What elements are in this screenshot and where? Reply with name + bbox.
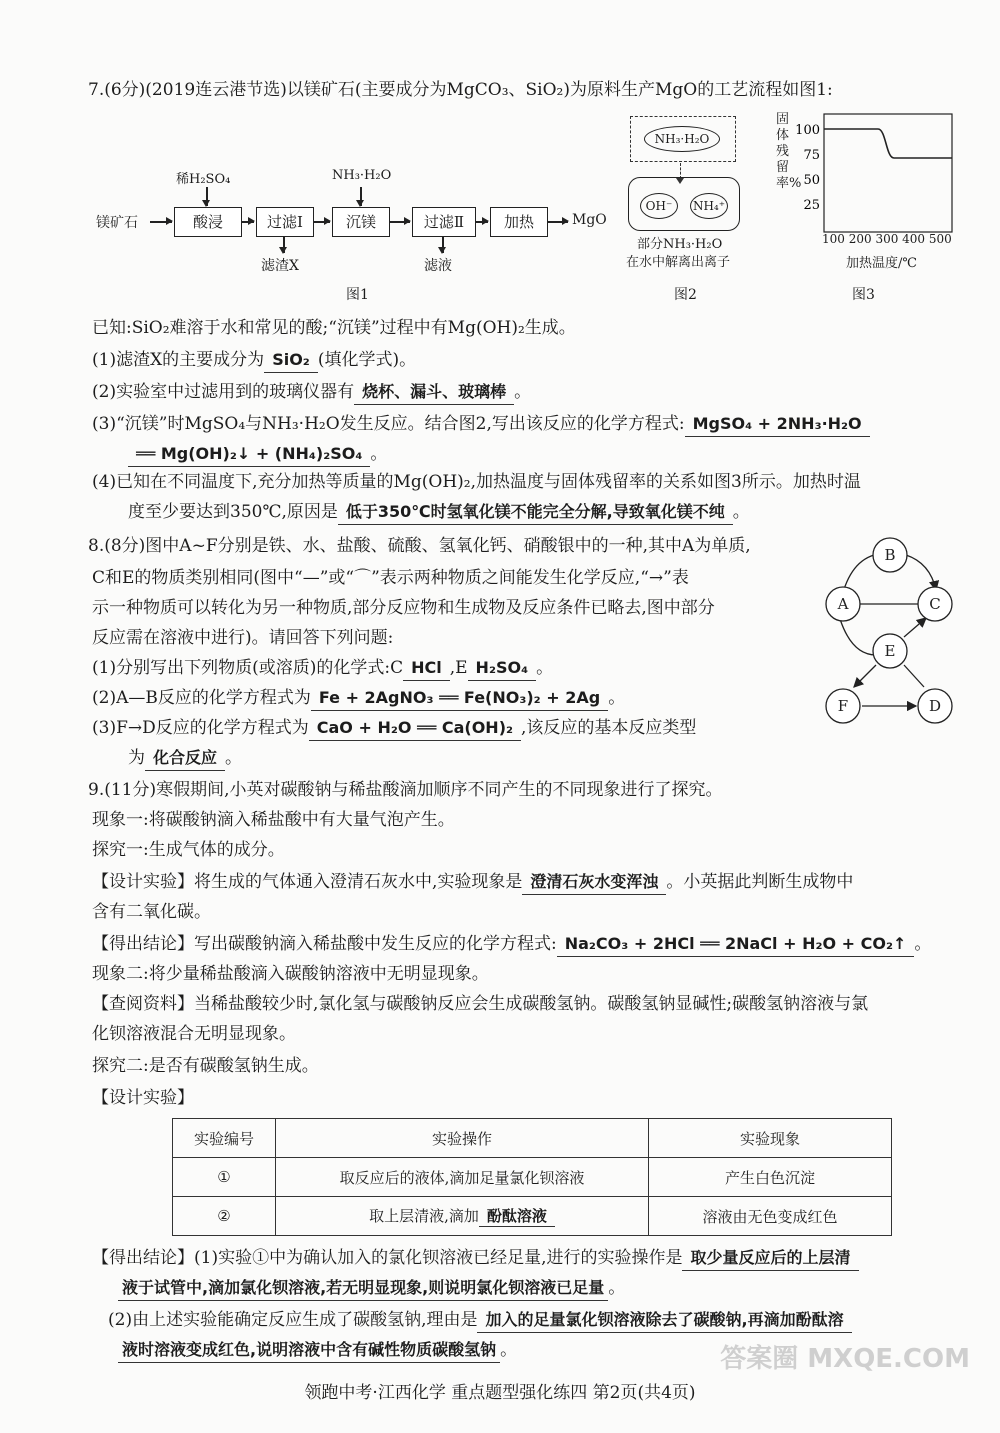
q9-line6: 化钡溶液混合无明显现象。 [92, 1024, 296, 1044]
y-tick-25: 25 [803, 198, 820, 213]
arrow [548, 221, 568, 223]
figure-3-svg [790, 108, 960, 238]
residue-curve [824, 129, 952, 158]
arrow [360, 187, 362, 206]
answer-blank: 澄清石灰水变浑浊 [522, 870, 666, 895]
edge-e-d [904, 665, 924, 687]
node-b: B [884, 546, 896, 564]
q8-line1: 8.(8分)图中A~F分别是铁、水、盐酸、硫酸、氢氧化钙、硝酸银中的一种,其中A为单质, [88, 536, 751, 556]
q7-intro: 7.(6分)(2019连云港节选)以镁矿石(主要成分为MgCO₃、SiO₂)为原料生产MgO的工艺流程如图1: [88, 80, 833, 100]
q9-line4: 现象二:将少量稀盐酸滴入碳酸钠溶液中无明显现象。 [92, 964, 489, 984]
table-header: 实验编号 [173, 1119, 276, 1158]
node-a: A [837, 595, 849, 613]
flow-nh3-input: NH₃·H₂O [332, 168, 392, 183]
ion-oval-hydroxide: OH⁻ [640, 193, 678, 219]
q9-conclusion1: 【得出结论】写出碳酸钠滴入稀盐酸中发生反应的化学方程式: Na₂CO₃ + 2HCl ══ 2NaCl + H₂O + CO₂↑ 。 [92, 932, 931, 957]
q7-part2: (2)实验室中过滤用到的玻璃仪器有 烧杯、漏斗、玻璃棒 。 [92, 380, 531, 405]
table-header: 实验现象 [649, 1119, 892, 1158]
q9-line2: 现象一:将碳酸钠滴入稀盐酸中有大量气泡产生。 [92, 810, 455, 830]
y-tick-75: 75 [803, 148, 820, 163]
table-cell: 产生白色沉淀 [649, 1158, 892, 1197]
q7-known: 已知:SiO₂难溶于水和常见的酸;“沉镁”过程中有Mg(OH)₂生成。 [92, 318, 576, 338]
figure-2-caption: 图2 [674, 287, 697, 303]
figure-1-caption: 图1 [346, 287, 369, 303]
flow-step-2: 过滤Ⅰ [256, 207, 314, 237]
q9-conclusion2-line2: 液于试管中,滴加氯化钡溶液,若无明显现象,则说明氯化钡溶液已足量 。 [118, 1276, 625, 1301]
q7-part4: (4)已知在不同温度下,充分加热等质量的Mg(OH)₂,加热温度与固体残留率的关系如图3所示。加热时温 [92, 472, 861, 492]
answer-blank: HCl [403, 656, 450, 681]
figure-2-caption-line1: 部分NH₃·H₂O [637, 237, 723, 252]
arrow [206, 187, 208, 206]
q9-conclusion3: (2)由上述实验能确定反应生成了碳酸氢钠,理由是 加入的足量氯化钡溶液除去了碳酸钠,再滴加酚酞溶 [108, 1308, 852, 1333]
answer-blank: 液时溶液变成红色,说明溶液中含有碱性物质碳酸氢钠 [118, 1338, 500, 1363]
q9-conclusion2: 【得出结论】(1)实验①中为确认加入的氯化钡溶液已经足量,进行的实验操作是 取少量反应后的上层清 [92, 1246, 859, 1271]
edge-e-c [904, 618, 926, 637]
edge-a-e [840, 619, 876, 655]
table-cell: 取反应后的液体,滴加足量氯化钡溶液 [276, 1158, 649, 1197]
y-tick-100: 100 [795, 123, 820, 138]
flow-step-3: 沉镁 [332, 207, 390, 237]
experiment-table [172, 1118, 892, 1236]
table-cell: ① [173, 1158, 276, 1197]
node-f: F [837, 697, 849, 715]
q9-line3: 探究一:生成气体的成分。 [92, 840, 285, 860]
y-tick-50: 50 [803, 173, 820, 188]
q7-part3: (3)“沉镁”时MgSO₄与NH₃·H₂O发生反应。结合图2,写出该反应的化学方程式: MgSO₄ + 2NH₃·H₂O [92, 412, 870, 437]
arrow [283, 237, 285, 253]
q7-part4-line2: 度至少要达到350℃,原因是 低于350℃时氢氧化镁不能完全分解,导致氧化镁不纯 。 [128, 500, 750, 525]
edge-e-f [854, 665, 876, 687]
answer-blank: 液于试管中,滴加氯化钡溶液,若无明显现象,则说明氯化钡溶液已足量 [118, 1276, 608, 1301]
edge-b-c [906, 555, 936, 590]
node-d: D [928, 697, 942, 715]
answer-blank: H₂SO₄ [468, 656, 537, 681]
q7-part1: (1)滤渣X的主要成分为 SiO₂ (填化学式)。 [92, 348, 416, 373]
q9-line1: 9.(11分)寒假期间,小英对碳酸钠与稀盐酸滴加顺序不同产生的不同现象进行了探究。 [88, 780, 723, 800]
q8-line4: 反应需在溶液中进行)。请回答下列问题: [92, 628, 394, 648]
answer-blank: 酚酞溶液 [479, 1205, 555, 1227]
table-header-row [173, 1119, 892, 1158]
arrow [390, 221, 410, 223]
arrow [242, 221, 254, 223]
answer-blank: 化合反应 [145, 746, 225, 771]
table-row [173, 1197, 892, 1236]
node-e: E [884, 642, 896, 660]
q9-conclusion3-line2: 液时溶液变成红色,说明溶液中含有碱性物质碳酸氢钠 。 [118, 1338, 517, 1363]
table-row [173, 1158, 892, 1197]
page-footer: 领跑中考·江西化学 重点题型强化练四 第2页(共4页) [304, 1383, 696, 1403]
answer-blank: 加入的足量氯化钡溶液除去了碳酸钠,再滴加酚酞溶 [477, 1308, 851, 1333]
answer-blank: CaO + H₂O ══ Ca(OH)₂ [309, 716, 521, 741]
q8-part3: (3)F→D反应的化学方程式为 CaO + H₂O ══ Ca(OH)₂ ,该反应的基本反应类型 [92, 716, 696, 741]
flow-acid-input: 稀H₂SO₄ [176, 172, 231, 187]
figure-2-caption-line2: 在水中解离出离子 [626, 255, 731, 270]
q7-part3-line2: ══ Mg(OH)₂↓ + (NH₄)₂SO₄ 。 [128, 442, 387, 467]
arrow [314, 221, 330, 223]
q8-line3: 示一种物质可以转化为另一种物质,部分反应物和生成物及反应条件已略去,图中部分 [92, 598, 715, 618]
figure-3-caption: 图3 [852, 287, 875, 303]
q9-line5: 【查阅资料】当稀盐酸较少时,氯化氢与碳酸钠反应会生成碳酸氢钠。碳酸氢钠显碱性;碳酸氢钠溶液与氯 [92, 994, 869, 1014]
flow-step-5: 加热 [490, 207, 548, 237]
answer-blank: SiO₂ [264, 348, 318, 373]
arrow [442, 237, 444, 253]
q8-relationship-diagram [810, 535, 980, 750]
node-c: C [929, 595, 941, 613]
flow-step-1: 酸浸 [174, 207, 242, 237]
answer-blank: ══ Mg(OH)₂↓ + (NH₄)₂SO₄ [128, 442, 370, 467]
answer-blank: Na₂CO₃ + 2HCl ══ 2NaCl + H₂O + CO₂↑ [557, 932, 915, 957]
q8-part2: (2)A—B反应的化学方程式为 Fe + 2AgNO₃ ══ Fe(NO₃)₂ + 2Ag 。 [92, 686, 625, 711]
ion-oval-ammonium: NH₄⁺ [690, 193, 728, 219]
answer-blank: 取少量反应后的上层清 [682, 1246, 858, 1271]
flow-residue-x: 滤渣X [261, 258, 299, 274]
flow-ore: 镁矿石 [96, 215, 138, 231]
plot-frame [824, 114, 952, 232]
q9-design1: 【设计实验】将生成的气体通入澄清石灰水中,实验现象是 澄清石灰水变浑浊 。小英据此判断生成物中 [92, 870, 853, 895]
table-cell: ② [173, 1197, 276, 1236]
q8-part3-line2: 为 化合反应 。 [128, 746, 242, 771]
answer-blank: Fe + 2AgNO₃ ══ Fe(NO₃)₂ + 2Ag [311, 686, 608, 711]
table-cell: 溶液由无色变成红色 [649, 1197, 892, 1236]
q9-line7: 探究二:是否有碳酸氢钠生成。 [92, 1056, 319, 1076]
figure-3-x-ticks: 100 200 300 400 500 [822, 232, 952, 246]
flow-step-4: 过滤Ⅱ [412, 207, 476, 237]
watermark: 答案圈 MXQE.COM [720, 1344, 970, 1374]
arrow [476, 221, 488, 223]
flow-product: MgO [572, 212, 607, 228]
q8-part1: (1)分别写出下列物质(或溶质)的化学式:C HCl ,E H₂SO₄ 。 [92, 656, 553, 681]
figure-3-ylabel: 固体残留率% [776, 112, 802, 191]
answer-blank: 烧杯、漏斗、玻璃棒 [354, 380, 514, 405]
figure-3-xlabel: 加热温度/℃ [846, 256, 917, 271]
answer-blank: MgSO₄ + 2NH₃·H₂O [685, 412, 870, 437]
table-cell: 取上层清液,滴加 酚酞溶液 [276, 1197, 649, 1236]
arrow [150, 221, 172, 223]
answer-blank: 低于350℃时氢氧化镁不能完全分解,导致氧化镁不纯 [338, 500, 733, 525]
q9-design1-line2: 含有二氧化碳。 [92, 902, 211, 922]
flow-filtrate: 滤液 [424, 258, 452, 274]
table-header: 实验操作 [276, 1119, 649, 1158]
q8-line2: C和E的物质类别相同(图中“—”或“⌒”表示两种物质之间能发生化学反应,“→”表 [92, 568, 689, 588]
q9-line8: 【设计实验】 [92, 1088, 194, 1108]
molecule-oval: NH₃·H₂O [644, 126, 720, 152]
